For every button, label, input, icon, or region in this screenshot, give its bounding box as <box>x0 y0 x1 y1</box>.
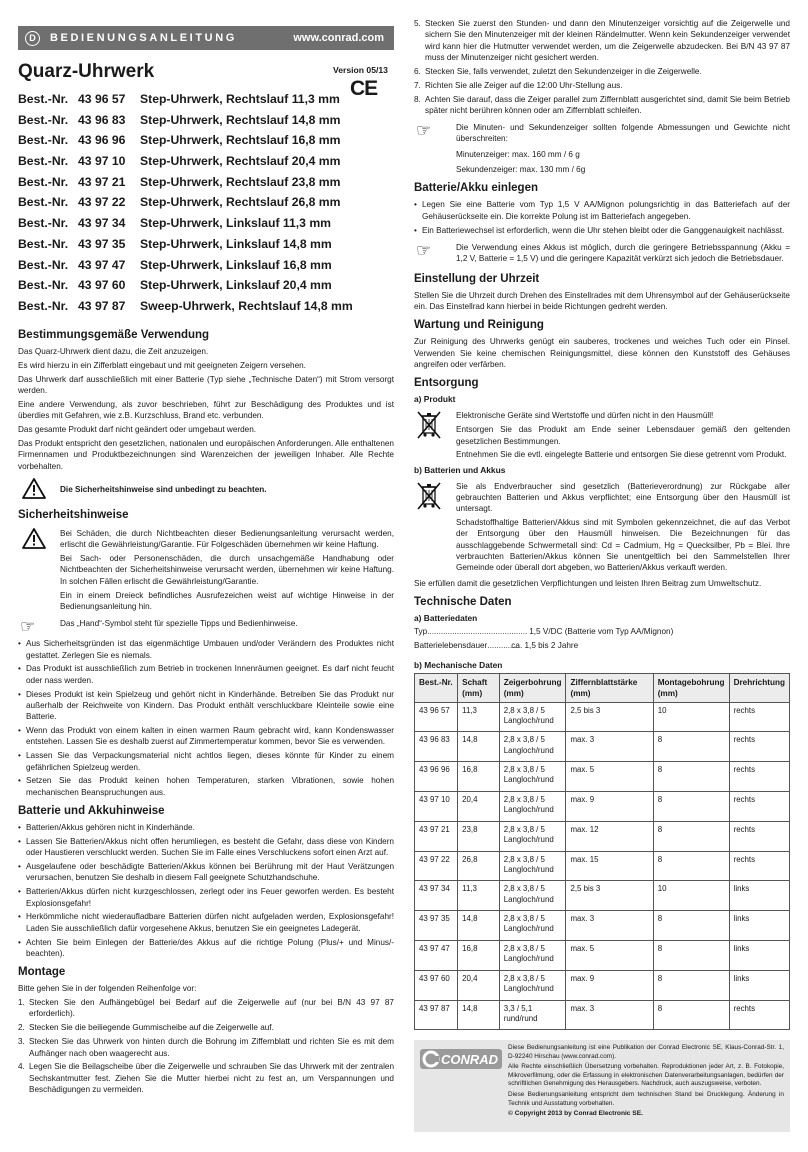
table-cell: 8 <box>653 1000 729 1030</box>
product-row <box>18 278 394 299</box>
intended-use-paragraph: Eine andere Verwendung, als zuvor beschrieben, führt zur Beschädigung des Produktes und ist überdies mit Gefahren, wie z.B. Kurzschluss, Brand etc. verbunden. <box>18 399 394 421</box>
mounting-step <box>414 80 790 91</box>
table-cell: 2,8 x 3,8 / 5 Langloch/rund <box>499 762 566 792</box>
battery-insert-bullet: • Legen Sie eine Batterie vom Typ 1,5 V AA/Mignon polungsrichtig in das Batteriefach auf der Gehäuserückseite ein. Die korrekte Polung ist im Batteriefach angegeben. <box>414 199 790 222</box>
battery-type-label: Typ <box>414 626 428 636</box>
table-cell: rechts <box>729 1000 789 1030</box>
language-badge: D <box>25 31 40 46</box>
table-cell: 43 96 83 <box>415 732 458 762</box>
time-setting-heading: Einstellung der Uhrzeit <box>414 272 540 285</box>
intended-use-paragraph: Das Quarz-Uhrwerk dient dazu, die Zeit anzuzeigen. <box>18 347 209 356</box>
intended-use-paragraph: Das Produkt entspricht den gesetzlichen, nationalen und europäischen Anforderungen. Alle enthaltenen Firmennamen und Produktbezeichnungen sind Warenzeichen der jeweiligen Inhaber. Alle Rechte vorbehalten. <box>18 439 394 471</box>
battery-life-row: Batterielebensdauer .............. ca. 1,5 bis 2 Jahre <box>414 641 579 651</box>
table-cell: rechts <box>729 851 789 881</box>
table-cell: 8 <box>653 821 729 851</box>
battery-bullet: • Lassen Sie Batterien/Akkus nicht offen herumliegen, es besteht die Gefahr, dass diese von Kindern oder Haustieren verschluckt werden. Suchen Sie im Falle eines Verschluckens sofort einen Arzt auf. <box>18 836 394 859</box>
product-row <box>18 154 394 175</box>
table-cell: 43 97 35 <box>415 911 458 941</box>
intended-use-heading: Bestimmungsgemäße Verwendung <box>18 329 210 341</box>
step-number: 1. <box>18 998 25 1008</box>
safety-warning-row <box>18 478 394 502</box>
battery-insert-bullets <box>414 199 790 235</box>
product-description: Step-Uhrwerk, Rechtslauf 26,8 mm <box>140 195 341 210</box>
table-cell: 8 <box>653 851 729 881</box>
disposal-battery-block <box>414 481 790 574</box>
table-cell: 16,8 <box>458 940 500 970</box>
step-text: Stecken Sie das Uhrwerk von hinten durch die Bohrung im Ziffernblatt und richten Sie es mit dem Aufhänger nach oben waagerecht aus. <box>29 1037 394 1058</box>
table-cell: 43 96 57 <box>415 702 458 732</box>
product-description: Step-Uhrwerk, Linkslauf 11,3 mm <box>140 216 332 231</box>
intended-use-paragraph: Das gesamte Produkt darf nicht geändert oder umgebaut werden. <box>18 425 257 435</box>
product-number: 43 96 57 <box>78 92 126 106</box>
disposal-battery-heading: b) Batterien und Akkus <box>414 464 506 475</box>
safety-bullet: • Wenn das Produkt von einem kalten in einen warmen Raum gebracht wird, kann Kondenswasser entstehen. Lassen Sie es deshalb zuerst auf Zimmertemperatur kommen, bevor Sie es verwenden. <box>18 725 394 748</box>
disposal-product-paragraph: Elektronische Geräte sind Wertstoffe und dürfen nicht in den Hausmüll! <box>456 411 714 421</box>
crossed-bin-icon <box>416 481 442 511</box>
table-header-row <box>415 673 790 702</box>
table-cell: max. 5 <box>566 762 653 792</box>
document-title: Quarz-Uhrwerk <box>18 61 155 82</box>
safety-warning-paragraph: Bei Schäden, die durch Nichtbeachten dieser Bedienungsanleitung verursacht werden, erlischt die Gewährleistung/Garantie. Für Folgeschäden übernehmen wir keine Haftung. <box>60 528 394 550</box>
product-number: 43 96 83 <box>78 112 126 127</box>
table-cell: 11,3 <box>458 702 500 732</box>
safety-warning-paragraph: Ein in einem Dreieck befindliches Ausrufezeichen weist auf wichtige Hinweise in der Bedienungsanleitung hin. <box>60 590 394 611</box>
mounting-step <box>414 94 790 117</box>
disposal-heading: Entsorgung <box>414 377 479 390</box>
ce-mark: CE <box>350 77 378 100</box>
product-label: Best.-Nr. <box>18 133 69 148</box>
safety-bullet: • Dieses Produkt ist kein Spielzeug und gehört nicht in Kinderhände. Betreiben Sie das Produkt nur außerhalb der Reichweite von Kindern. Das Produkt enthält verschluckbare Kleinteile sowie eine Batterie. <box>18 689 394 723</box>
safety-bullet: • Das Produkt ist ausschließlich zum Betrieb in trockenen Innenräumen geeignet. Es darf nicht feucht oder nass werden. <box>18 663 394 686</box>
warning-triangle-icon <box>22 478 46 499</box>
mounting-heading: Montage <box>18 966 66 979</box>
battery-life-value: ca. 1,5 bis 2 Jahre <box>511 641 579 651</box>
table-cell: 20,4 <box>458 970 500 1000</box>
hand-note-row <box>18 617 394 637</box>
table-cell: 43 96 96 <box>415 762 458 792</box>
safety-warning-paragraph: Bei Sach- oder Personenschäden, die durch unsachgemäße Handhabung oder Nichtbeachten der Sicherheitshinweise verursacht werden, übernehmen wir keine Haftung. In solchen Fällen erlischt die Gewährleistung/Garantie. <box>60 554 394 586</box>
product-label: Best.-Nr. <box>18 216 69 231</box>
disposal-product-text <box>414 410 790 460</box>
table-cell: 8 <box>653 911 729 941</box>
battery-insert-heading: Batterie/Akku einlegen <box>414 182 538 195</box>
table-cell: max. 9 <box>566 970 653 1000</box>
header-title: BEDIENUNGSANLEITUNG <box>50 32 237 44</box>
mounting-step <box>18 1036 394 1059</box>
product-description: Step-Uhrwerk, Rechtslauf 14,8 mm <box>140 112 341 127</box>
product-description: Step-Uhrwerk, Rechtslauf 23,8 mm <box>140 174 341 189</box>
table-cell: rechts <box>729 821 789 851</box>
publisher-footer <box>414 1040 790 1132</box>
table-cell: links <box>729 940 789 970</box>
safety-warning-text: Die Sicherheitshinweise sind unbedingt zu beachten. <box>60 484 267 494</box>
table-cell: 14,8 <box>458 732 500 762</box>
step-number: 3. <box>18 1037 25 1047</box>
table-cell: 11,3 <box>458 881 500 911</box>
table-row <box>415 970 790 1000</box>
table-row <box>415 732 790 762</box>
disposal-battery-text <box>414 481 790 574</box>
table-cell: 8 <box>653 970 729 1000</box>
table-cell: 2,8 x 3,8 / 5 Langloch/rund <box>499 881 566 911</box>
right-column <box>414 18 790 1030</box>
product-list <box>18 92 394 320</box>
battery-hand-row <box>414 242 790 266</box>
table-cell: rechts <box>729 732 789 762</box>
product-number: 43 97 10 <box>78 154 126 169</box>
battery-type-row: Typ ............................................ 1,5 V/DC (Batterie vom Typ AA/Mignon) <box>414 626 674 636</box>
table-cell: 2,8 x 3,8 / 5 Langloch/rund <box>499 732 566 762</box>
table-cell: 43 97 10 <box>415 791 458 821</box>
table-row <box>415 940 790 970</box>
table-cell: rechts <box>729 762 789 792</box>
table-column-header: Montagebohrung (mm) <box>653 673 729 702</box>
table-cell: 2,8 x 3,8 / 5 Langloch/rund <box>499 821 566 851</box>
table-cell: max. 3 <box>566 911 653 941</box>
step-text: Legen Sie die Beilagscheibe über die Zeigerwelle und schrauben Sie das Uhrwerk mit der zentralen Sechskantmutter fest. Ziehen Sie die Mutter hierbei nicht zu fest an, um Verspannungen und Beschädigungen zu vermeiden. <box>29 1062 394 1095</box>
safety-bullet: • Aus Sicherheitsgründen ist das eigenmächtige Umbauen und/oder Verändern des Produktes nicht gestattet. Zerlegen Sie es niemals. <box>18 638 394 661</box>
header-url: www.conrad.com <box>293 32 384 44</box>
table-cell: 2,8 x 3,8 / 5 Langloch/rund <box>499 911 566 941</box>
table-cell: 2,5 bis 3 <box>566 702 653 732</box>
product-row <box>18 113 394 134</box>
step-number: 2. <box>18 1023 25 1033</box>
version-label: Version 05/13 <box>333 65 388 75</box>
mounting-steps-right <box>414 18 790 116</box>
conrad-logo-text: CONRAD <box>441 1052 499 1067</box>
table-row <box>415 911 790 941</box>
pointing-hand-icon: ☞ <box>416 240 432 260</box>
disposal-product-heading: a) Produkt <box>414 394 456 405</box>
safety-warning-paragraphs <box>18 528 394 612</box>
battery-type-value: 1,5 V/DC (Batterie vom Typ AA/Mignon) <box>529 626 674 636</box>
second-hand-spec: Sekundenzeiger: max. 130 mm / 6g <box>456 165 586 175</box>
left-column <box>18 322 394 1098</box>
intended-use-text <box>18 346 394 472</box>
table-row <box>415 762 790 792</box>
battery-hand-note: Die Verwendung eines Akkus ist möglich, durch die geringere Betriebsspannung (Akku = 1,2 V, Batterie = 1,5 V) und die geringere Kapazität verkürzt sich jedoch die Betriebsdauer. <box>456 242 790 264</box>
footer-text <box>508 1044 784 1117</box>
product-number: 43 97 34 <box>78 216 126 231</box>
hand-dimensions-note: Die Minuten- und Sekundenzeiger sollten folgende Abmessungen und Gewichte nicht überschreiten: <box>456 123 790 144</box>
table-cell: 2,5 bis 3 <box>566 881 653 911</box>
battery-notes-heading: Batterie und Akkuhinweise <box>18 805 165 818</box>
table-cell: max. 15 <box>566 851 653 881</box>
battery-insert-bullet: • Ein Batteriewechsel ist erforderlich, wenn die Uhr stehen bleibt oder die Ganggenauigkeit nachlässt. <box>414 225 790 236</box>
table-cell: 43 97 22 <box>415 851 458 881</box>
step-number: 5. <box>414 19 421 28</box>
mounting-step <box>18 1061 394 1095</box>
table-cell: links <box>729 970 789 1000</box>
table-row <box>415 791 790 821</box>
disposal-product-paragraph: Entnehmen Sie die evtl. eingelegte Batterie und entsorgen Sie diese getrennt vom Produkt. <box>456 450 787 460</box>
safety-bullet: • Setzen Sie das Produkt keinen hohen Temperaturen, starken Vibrationen, sowie hohen mechanischen Beanspruchungen aus. <box>18 775 394 798</box>
table-row <box>415 702 790 732</box>
disposal-battery-paragraph: Sie als Endverbraucher sind gesetzlich (Batterieverordnung) zur Rückgabe aller gebrauchten Batterien und Akkus verpflichtet; eine Entsorgung über den Hausmüll ist untersagt. <box>456 481 790 514</box>
safety-warning-block <box>18 528 394 612</box>
table-column-header: Ziffernblattstärke (mm) <box>566 673 653 702</box>
product-label: Best.-Nr. <box>18 92 69 106</box>
minute-hand-spec: Minutenzeiger: max. 160 mm / 6 g <box>456 149 580 159</box>
product-description: Step-Uhrwerk, Rechtslauf 11,3 mm <box>140 92 340 106</box>
pointing-hand-icon: ☞ <box>416 121 432 141</box>
battery-data-heading: a) Batteriedaten <box>414 612 478 623</box>
hand-dimensions-row <box>414 122 790 175</box>
table-cell: max. 3 <box>566 1000 653 1030</box>
table-cell: rechts <box>729 702 789 732</box>
maintenance-heading: Wartung und Reinigung <box>414 319 544 332</box>
technical-heading: Technische Daten <box>414 595 512 608</box>
product-number: 43 97 35 <box>78 236 126 251</box>
product-number: 43 96 96 <box>78 133 126 148</box>
product-label: Best.-Nr. <box>18 236 69 251</box>
table-cell: 20,4 <box>458 791 500 821</box>
table-column-header: Best.-Nr. <box>415 673 458 702</box>
step-number: 7. <box>414 80 421 90</box>
table-cell: links <box>729 881 789 911</box>
intended-use-paragraph: Das Uhrwerk darf ausschließlich mit einer Batterie (Typ siehe „Technische Daten“) mit Strom versorgt werden. <box>18 374 394 396</box>
safety-heading: Sicherheitshinweise <box>18 508 129 521</box>
mounting-intro: Bitte gehen Sie in der folgenden Reihenfolge vor: <box>18 984 197 994</box>
product-description: Step-Uhrwerk, Linkslauf 16,8 mm <box>140 257 332 272</box>
product-row <box>18 133 394 154</box>
table-column-header: Drehrichtung <box>729 673 789 702</box>
table-cell: 2,8 x 3,8 / 5 Langloch/rund <box>499 970 566 1000</box>
table-row <box>415 851 790 881</box>
step-text: Stecken Sie die beiliegende Gummischeibe auf die Zeigerwelle auf. <box>29 1023 274 1033</box>
table-cell: 14,8 <box>458 1000 500 1030</box>
product-label: Best.-Nr. <box>18 174 69 189</box>
mechanical-data-heading: b) Mechanische Daten <box>414 659 503 670</box>
product-label: Best.-Nr. <box>18 278 69 293</box>
product-number: 43 97 60 <box>78 278 126 293</box>
table-cell: 3,3 / 5,1 rund/rund <box>499 1000 566 1030</box>
product-description: Step-Uhrwerk, Linkslauf 20,4 mm <box>140 278 332 293</box>
table-cell: links <box>729 911 789 941</box>
table-cell: 8 <box>653 732 729 762</box>
product-label: Best.-Nr. <box>18 154 69 169</box>
mounting-step <box>414 18 790 63</box>
conrad-logo-icon <box>420 1048 502 1070</box>
table-cell: 8 <box>653 791 729 821</box>
footer-publication: Diese Bedienungsanleitung ist eine Publikation der Conrad Electronic SE, Klaus-Conrad-Str. 1, D-92240 Hirschau (www.conrad.com). <box>508 1044 784 1060</box>
disposal-battery-paragraph: Schadstoffhaltige Batterien/Akkus sind mit Symbolen gekennzeichnet, die auf das Verbot der Entsorgung über den Hausmüll hinweisen. Die Bezeichnungen für das ausschlaggebende Schwermetall sind: Cd = Cadmium, Hg = Quecksilber, Pb = Blei. Ihre verbrauchten Batterien/Akkus können Sie unentgeltlich bei den Sammelstellen Ihrer Gemeinde oder überall dort abgeben, wo Batterien/Akkus verkauft werden. <box>456 518 790 573</box>
pointing-hand-icon: ☞ <box>20 617 36 637</box>
step-text: Stecken Sie, falls verwendet, zuletzt den Sekundenzeiger in die Zeigerwelle. <box>425 66 702 76</box>
product-number: 43 97 22 <box>78 195 126 210</box>
table-body <box>415 702 790 1030</box>
product-label: Best.-Nr. <box>18 112 69 127</box>
table-cell: 43 97 87 <box>415 1000 458 1030</box>
table-cell: max. 3 <box>566 732 653 762</box>
table-cell: 10 <box>653 881 729 911</box>
disposal-product-paragraph: Entsorgen Sie das Produkt am Ende seiner Lebensdauer gemäß den geltenden gesetzlichen Bestimmungen. <box>456 425 790 446</box>
product-row <box>18 195 394 216</box>
table-cell: 43 97 60 <box>415 970 458 1000</box>
battery-bullet-list <box>18 822 394 959</box>
product-label: Best.-Nr. <box>18 257 69 272</box>
product-label: Best.-Nr. <box>18 298 69 313</box>
header-banner <box>18 26 394 50</box>
product-number: 43 97 87 <box>78 298 126 313</box>
product-description: Step-Uhrwerk, Linkslauf 14,8 mm <box>140 236 332 251</box>
disposal-product-block <box>414 410 790 460</box>
product-description: Step-Uhrwerk, Rechtslauf 20,4 mm <box>140 154 341 169</box>
table-cell: 16,8 <box>458 762 500 792</box>
step-text: Richten Sie alle Zeiger auf die 12:00 Uhr-Stellung aus. <box>425 80 623 90</box>
table-cell: 43 97 47 <box>415 940 458 970</box>
product-row <box>18 258 394 279</box>
table-cell: 2,8 x 3,8 / 5 Langloch/rund <box>499 851 566 881</box>
footer-rights: Alle Rechte einschließlich Übersetzung vorbehalten. Reproduktionen jeder Art, z. B. Fotokopie, Mikroverfilmung, oder die Erfassung in elektronischen Datenverarbeitungsanlagen, bedürfen der schriftlichen Genehmigung des Herausgebers. Nachdruck, auch auszugsweise, verboten. <box>508 1063 784 1088</box>
table-cell: rechts <box>729 791 789 821</box>
mechanical-data-table <box>414 673 790 1031</box>
safety-bullet: • Lassen Sie das Verpackungsmaterial nicht achtlos liegen, dieses könnte für Kinder zu einem gefährlichen Spielzeug werden. <box>18 750 394 773</box>
mounting-step <box>414 66 790 77</box>
footer-technical-state: Diese Bedienungsanleitung entspricht dem technischen Stand bei Drucklegung. Änderung in Technik und Ausstattung vorbehalten. <box>508 1090 784 1107</box>
step-number: 6. <box>414 66 421 76</box>
table-row <box>415 821 790 851</box>
table-cell: 10 <box>653 702 729 732</box>
mounting-step <box>18 997 394 1020</box>
hand-note-text: Das „Hand“-Symbol steht für spezielle Tipps und Bedienhinweise. <box>60 619 298 629</box>
product-description: Step-Uhrwerk, Rechtslauf 16,8 mm <box>140 133 341 148</box>
table-cell: 26,8 <box>458 851 500 881</box>
step-number: 4. <box>18 1062 25 1072</box>
table-cell: 2,8 x 3,8 / 5 Langloch/rund <box>499 702 566 732</box>
table-column-header: Schaft (mm) <box>458 673 500 702</box>
product-row <box>18 216 394 237</box>
product-number: 43 97 47 <box>78 257 126 272</box>
table-cell: 43 97 34 <box>415 881 458 911</box>
product-number: 43 97 21 <box>78 174 126 189</box>
table-cell: max. 9 <box>566 791 653 821</box>
table-cell: 2,8 x 3,8 / 5 Langloch/rund <box>499 791 566 821</box>
battery-bullet: • Batterien/Akkus dürfen nicht kurzgeschlossen, zerlegt oder ins Feuer geworfen werden. Es besteht Explosionsgefahr! <box>18 886 394 909</box>
table-cell: max. 5 <box>566 940 653 970</box>
step-text: Stecken Sie zuerst den Stunden- und dann den Minutenzeiger vorsichtig auf die Zeigerwelle und sichern Sie den Minutenzeiger mit der kleinen Rändelmutter. Wenn kein Sekundenzeiger verwendet wird kann hier die Hutmutter verwendet werden, um die Zeigerwelle abzudecken. Bei B/N 43 97 87 muss der Minutenzeiger nicht gesichert werden. <box>425 19 790 62</box>
mounting-steps-left <box>18 997 394 1095</box>
table-cell: 14,8 <box>458 911 500 941</box>
product-description: Sweep-Uhrwerk, Rechtslauf 14,8 mm <box>140 298 353 313</box>
product-row <box>18 299 394 320</box>
battery-bullet: • Achten Sie beim Einlegen der Batterie/des Akkus auf die richtige Polung (Plus/+ und Minus/- beachten). <box>18 937 394 960</box>
maintenance-text: Zur Reinigung des Uhrwerks genügt ein sauberes, trockenes und weiches Tuch oder ein Pinsel. Verwenden Sie keine chemischen Reinigungsmittel, diese können den Kunststoff des Gehäuses angreifen oder verfärben. <box>414 337 790 370</box>
intended-use-paragraph: Es wird hierzu in ein Zifferblatt eingebaut und mit geeigneten Zeigern versehen. <box>18 360 306 370</box>
time-setting-text: Stellen Sie die Uhrzeit durch Drehen des Einstellrades mit dem Uhrensymbol auf der Gehäuserückseite ein. Das Einstellrad kann hierbei in beide Richtungen gedreht werden. <box>414 290 790 312</box>
table-row <box>415 881 790 911</box>
table-cell: 8 <box>653 762 729 792</box>
product-row <box>18 237 394 258</box>
battery-life-label: Batterielebensdauer <box>414 641 488 651</box>
mounting-step <box>18 1022 394 1033</box>
table-row <box>415 1000 790 1030</box>
safety-bullet-list <box>18 638 394 798</box>
table-cell: max. 12 <box>566 821 653 851</box>
table-cell: 2,8 x 3,8 / 5 Langloch/rund <box>499 940 566 970</box>
step-number: 8. <box>414 94 421 104</box>
table-cell: 23,8 <box>458 821 500 851</box>
product-row <box>18 92 394 113</box>
product-row <box>18 175 394 196</box>
step-text: Achten Sie darauf, dass die Zeiger parallel zum Ziffernblatt ausgerichtet sind, damit Sie beim Betrieb später nicht berühren können oder am Ziffernblatt schleifen. <box>425 94 790 115</box>
battery-bullet: • Herkömmliche nicht wiederaufladbare Batterien dürfen nicht aufgeladen werden, Explosionsgefahr! Laden Sie ausschließlich dafür vorgesehene Akkus, benutzen Sie ein geeignetes Ladegerät. <box>18 911 394 934</box>
footer-copyright: © Copyright 2013 by Conrad Electronic SE. <box>508 1110 643 1118</box>
table-cell: 43 97 21 <box>415 821 458 851</box>
table-column-header: Zeigerbohrung (mm) <box>499 673 566 702</box>
warning-triangle-icon <box>22 528 46 549</box>
battery-bullet: • Ausgelaufene oder beschädigte Batterien/Akkus können bei Berührung mit der Haut Verätzungen verursachen, benutzen Sie deshalb in diesem Fall geeignete Schutzhandschuhe. <box>18 861 394 884</box>
battery-bullet: • Batterien/Akkus gehören nicht in Kinderhände. <box>18 822 394 833</box>
crossed-bin-icon <box>416 410 442 440</box>
product-label: Best.-Nr. <box>18 195 69 210</box>
disposal-closing: Sie erfüllen damit die gesetzlichen Verpflichtungen und leisten Ihren Beitrag zum Umweltschutz. <box>414 578 762 588</box>
step-text: Stecken Sie den Aufhängebügel bei Bedarf auf die Zeigerwelle auf (nur bei B/N 43 97 87 erforderlich). <box>29 998 394 1019</box>
table-cell: 8 <box>653 940 729 970</box>
